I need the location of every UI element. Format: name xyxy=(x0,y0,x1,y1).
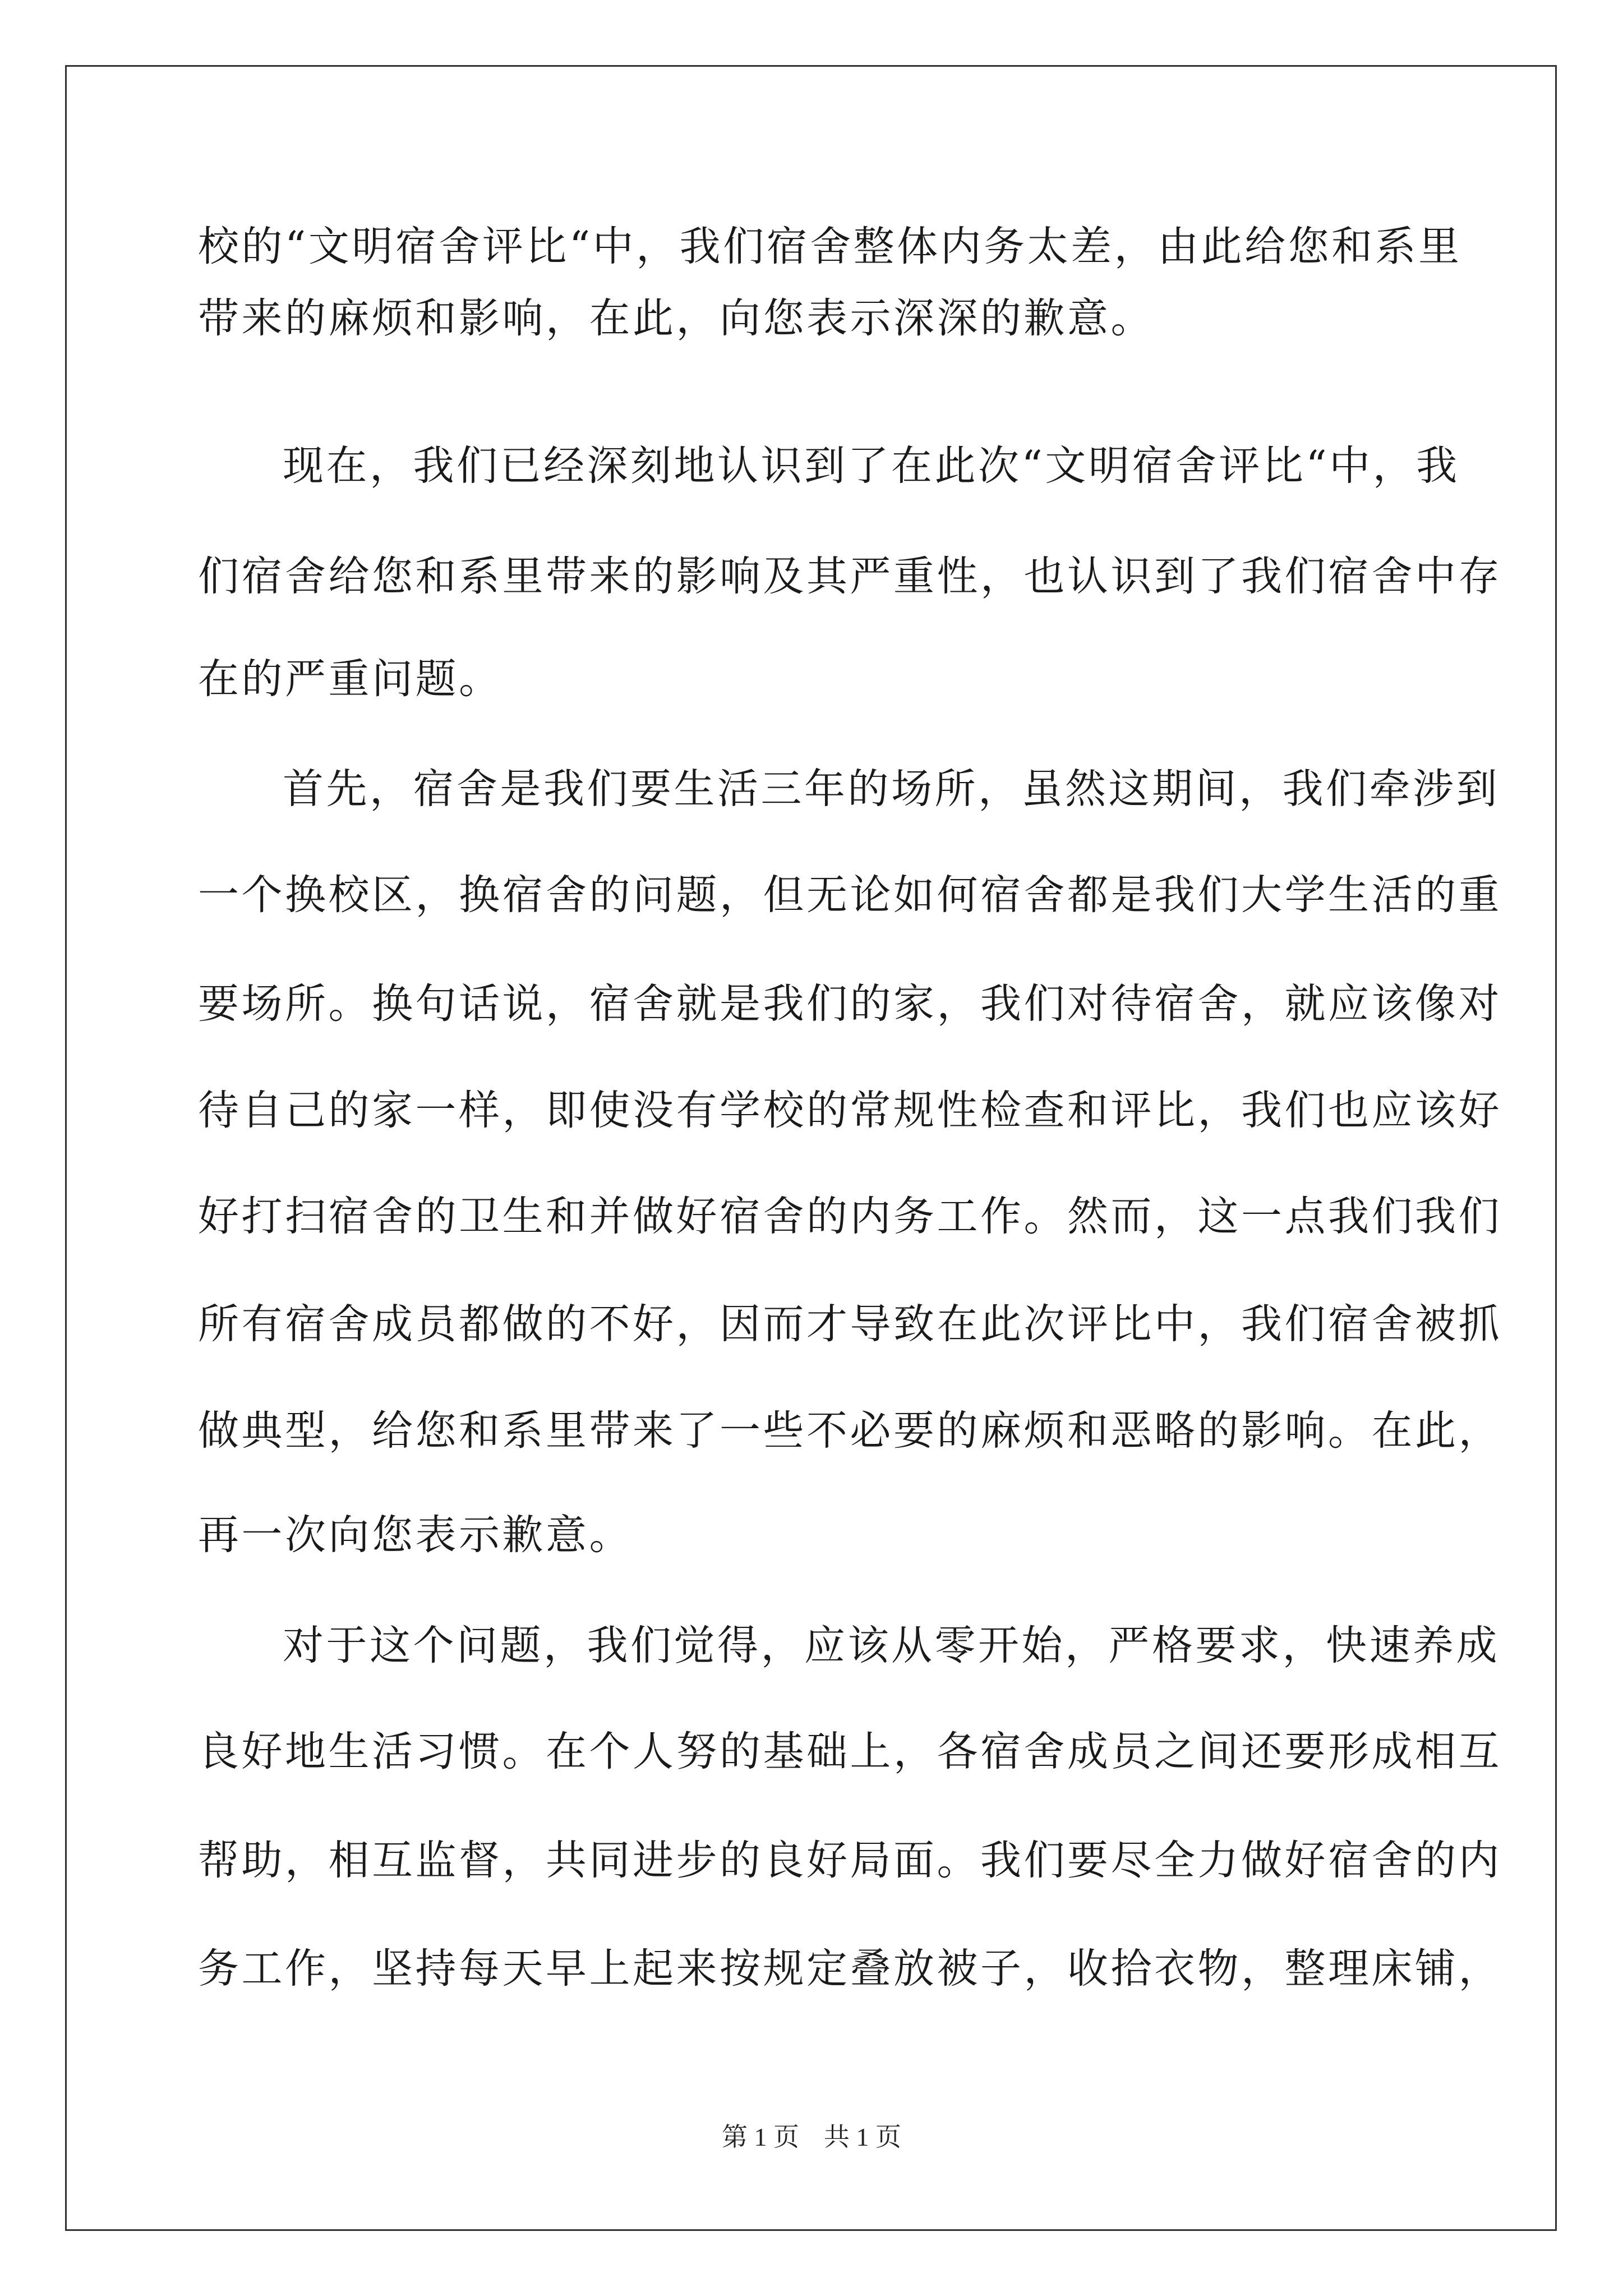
text-line: 再一次向您表示歉意。 xyxy=(198,1511,633,1559)
text-line: 对于这个问题，我们觉得，应该从零开始，严格要求，快速养成 xyxy=(283,1622,1500,1669)
text-line: 校的“文明宿舍评比“中，我们宿舍整体内务太差，由此给您和系里 xyxy=(198,223,1462,270)
text-line: 好打扫宿舍的卫生和并做好宿舍的内务工作。然而，这一点我们我们 xyxy=(198,1193,1502,1240)
text-line: 要场所。换句话说，宿舍就是我们的家，我们对待宿舍，就应该像对 xyxy=(198,980,1502,1028)
page-number: 第 1 页 xyxy=(722,2123,799,2151)
text-line: 务工作，坚持每天早上起来按规定叠放被子，收拾衣物，整理床铺， xyxy=(198,1945,1502,1993)
text-line: 首先，宿舍是我们要生活三年的场所，虽然这期间，我们牵涉到 xyxy=(283,765,1500,813)
page-footer xyxy=(0,2123,1623,2151)
text-line: 们宿舍给您和系里带来的影响及其严重性，也认识到了我们宿舍中存 xyxy=(198,553,1502,600)
text-line: 做典型，给您和系里带来了一些不必要的麻烦和恶略的影响。在此， xyxy=(198,1407,1502,1455)
text-line: 待自己的家一样，即使没有学校的常规性检查和评比，我们也应该好 xyxy=(198,1087,1502,1134)
text-line: 在的严重问题。 xyxy=(198,655,502,703)
page-border xyxy=(65,65,1557,2231)
text-line: 良好地生活习惯。在个人努的基础上，各宿舍成员之间还要形成相互 xyxy=(198,1728,1502,1775)
page-total: 共 1 页 xyxy=(824,2123,901,2151)
text-line: 所有宿舍成员都做的不好，因而才导致在此次评比中，我们宿舍被抓 xyxy=(198,1300,1502,1348)
text-line: 现在，我们已经深刻地认识到了在此次“文明宿舍评比“中，我 xyxy=(283,442,1460,490)
text-line: 带来的麻烦和影响，在此，向您表示深深的歉意。 xyxy=(198,295,1154,342)
text-line: 帮助，相互监督，共同进步的良好局面。我们要尽全力做好宿舍的内 xyxy=(198,1837,1502,1884)
text-line: 一个换校区，换宿舍的问题，但无论如何宿舍都是我们大学生活的重 xyxy=(198,871,1502,919)
